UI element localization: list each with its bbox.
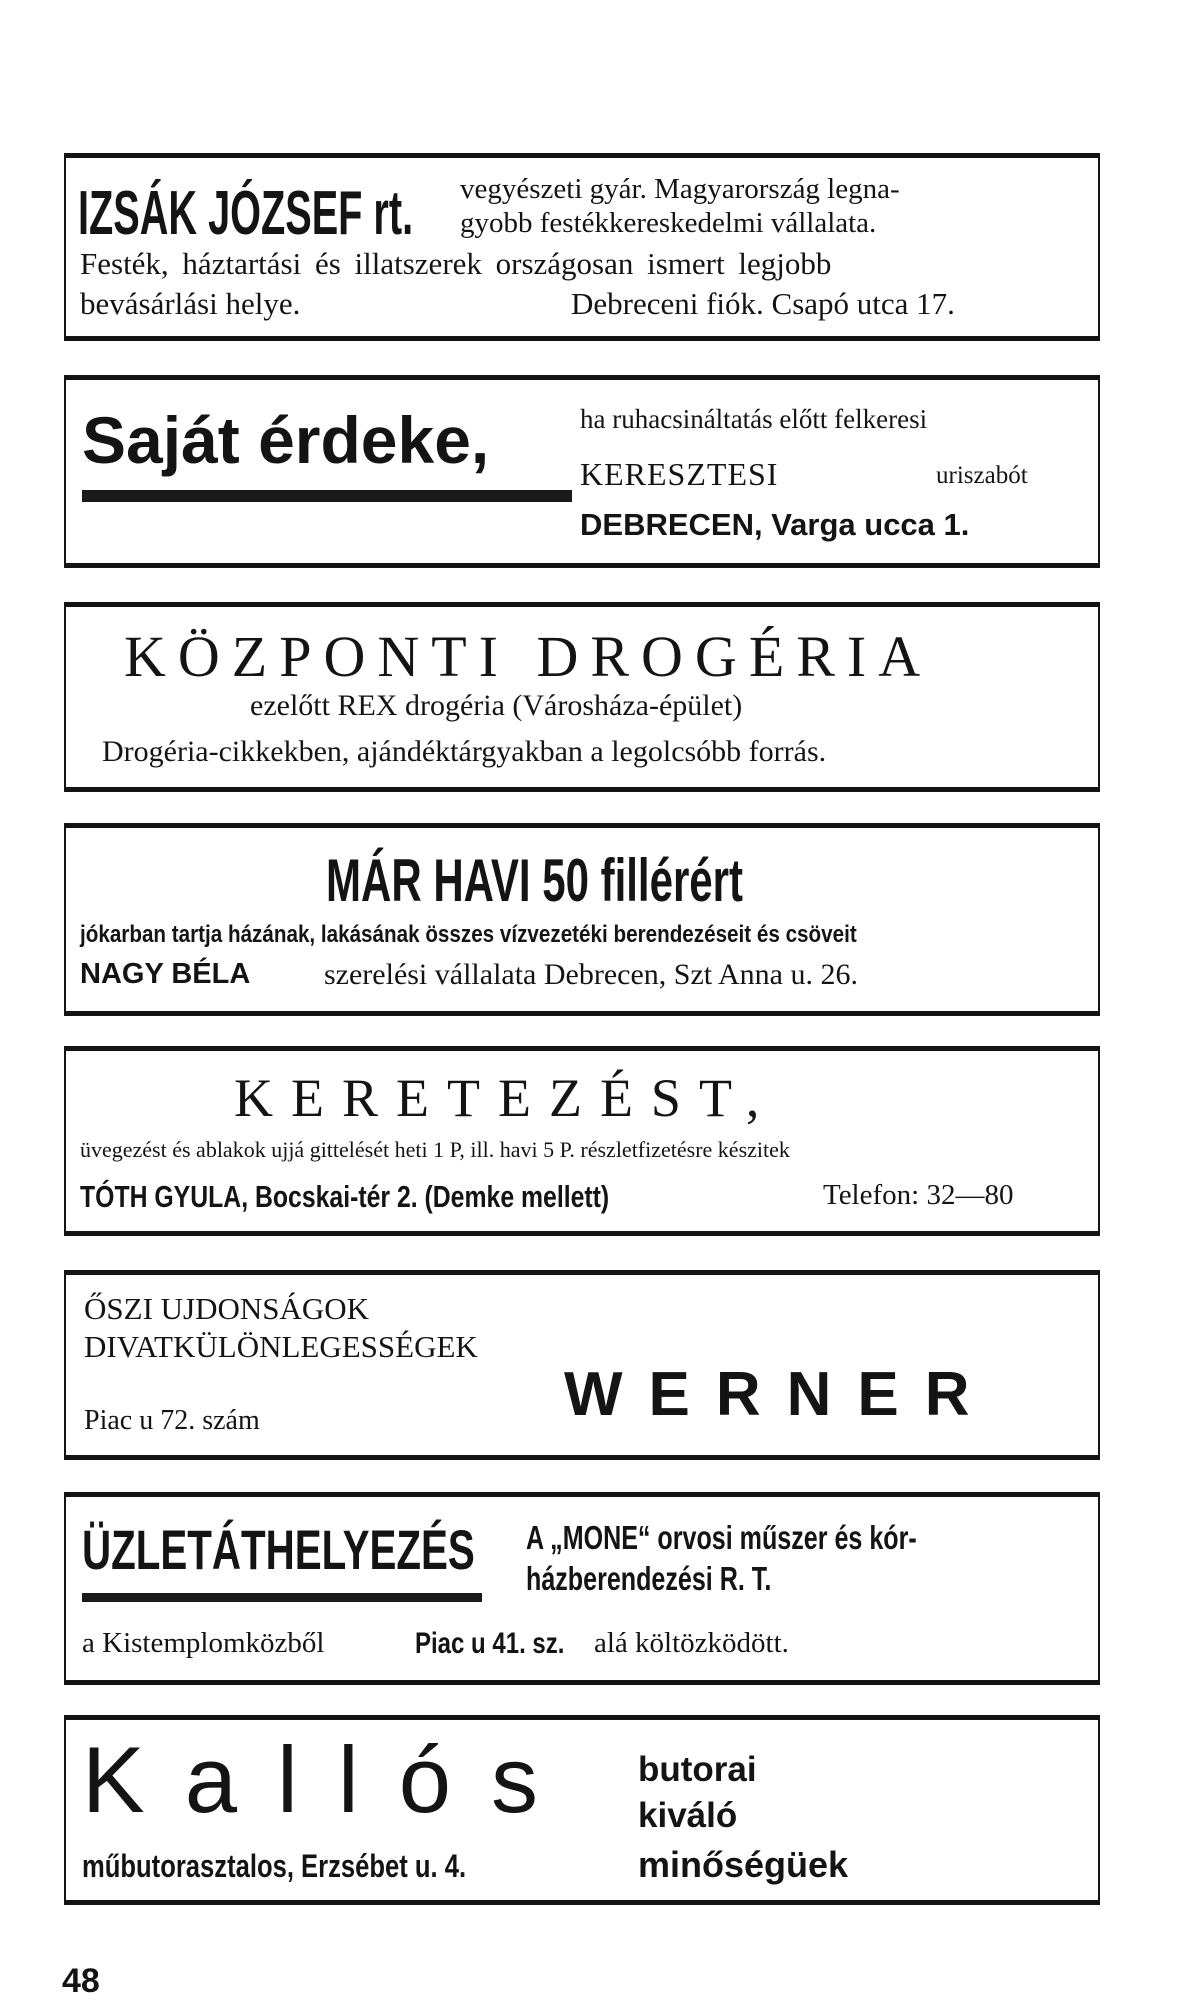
- mar-havi-headline: MÁR HAVI 50 fillérért: [326, 847, 743, 914]
- izsak-name: IZSÁK JÓZSEF rt.: [78, 179, 414, 248]
- kallos-bottom-left: műbutorasztalos, Erzsébet u. 4.: [82, 1848, 467, 1884]
- werner-line2: DIVATKÜLÖNLEGESSÉGEK: [84, 1329, 478, 1364]
- sajat-address: DEBRECEN, Varga ucca 1.: [580, 507, 970, 542]
- ad-izsak-jozsef: [64, 153, 1100, 341]
- izsak-line4-left: bevásárlási helye.: [80, 286, 301, 321]
- kozponti-title: KÖZPONTI DROGÉRIA: [124, 624, 933, 689]
- kallos-right1: butorai: [638, 1750, 757, 1789]
- ad-mone-relocation: [64, 1492, 1100, 1685]
- ad-nagy-bela: [64, 823, 1100, 1016]
- kozponti-line1: ezelőtt REX drogéria (Városháza-épület): [250, 689, 743, 722]
- ad-werner: [64, 1270, 1100, 1460]
- werner-brand: WERNER: [564, 1360, 996, 1429]
- uzlet-headline: ÜZLETÁTHELYEZÉS: [82, 1518, 475, 1581]
- mar-havi-name: NAGY BÉLA: [80, 958, 251, 990]
- keretezest-name: TÓTH GYULA, Bocskai-tér 2. (Demke mellett): [80, 1179, 610, 1214]
- kallos-bottom-right: minőségüek: [638, 1844, 849, 1885]
- uzlet-line2: házberendezési R. T.: [526, 1560, 772, 1597]
- izsak-line2: gyobb festékkereskedelmi vállalata.: [460, 207, 877, 239]
- keretezest-line1: üvegezést és ablakok ujjá gittelését heti 1 P, ill. havi 5 P. részletfizetésre készitek: [80, 1137, 790, 1162]
- decorative-underline: [82, 1593, 482, 1602]
- ad-sajat-erdeke: [64, 375, 1100, 568]
- kallos-name: Kallós: [82, 1727, 579, 1832]
- sajat-line1: ha ruhacsináltatás előtt felkeresi: [580, 404, 928, 434]
- sajat-name-suffix: uriszabót: [936, 462, 1028, 489]
- decorative-underline: [82, 490, 572, 502]
- uzlet-line3-c: alá költözködött.: [594, 1627, 789, 1659]
- ad-kallos: [64, 1715, 1100, 1905]
- keretezest-title: KERETEZÉST,: [234, 1068, 778, 1128]
- kozponti-line2: Drogéria-cikkekben, ajándéktárgyakban a legolcsóbb forrás.: [102, 735, 827, 768]
- sajat-name: KERESZTESI: [580, 456, 779, 492]
- sajat-headline: Saját érdeke,: [82, 403, 490, 477]
- ad-kozponti-drogeria: [64, 602, 1100, 792]
- uzlet-line1: A „MONE“ orvosi műszer és kór-: [526, 1519, 917, 1556]
- izsak-line1: vegyészeti gyár. Magyarország legna-: [460, 173, 900, 205]
- mar-havi-line2: szerelési vállalata Debrecen, Szt Anna u. 26.: [324, 958, 858, 991]
- izsak-line4-right: Debreceni fiók. Csapó utca 17.: [571, 286, 955, 321]
- ad-toth-gyula: [64, 1046, 1100, 1236]
- uzlet-line3-a: a Kistemplomközből: [82, 1627, 325, 1659]
- kallos-right2: kiváló: [638, 1796, 738, 1835]
- werner-address: Piac u 72. szám: [84, 1405, 260, 1436]
- page-number: 48: [62, 1962, 100, 2000]
- uzlet-line3-b: Piac u 41. sz.: [415, 1627, 565, 1660]
- izsak-line3: Festék, háztartási és illatszerek országosan ismert legjobb: [80, 246, 832, 281]
- mar-havi-line1: jókarban tartja házának, lakásának összes vízvezetéki berendezéseit és csöveit: [80, 921, 857, 948]
- keretezest-phone: Telefon: 32—80: [823, 1179, 1014, 1211]
- werner-line1: ŐSZI UJDONSÁGOK: [84, 1291, 370, 1326]
